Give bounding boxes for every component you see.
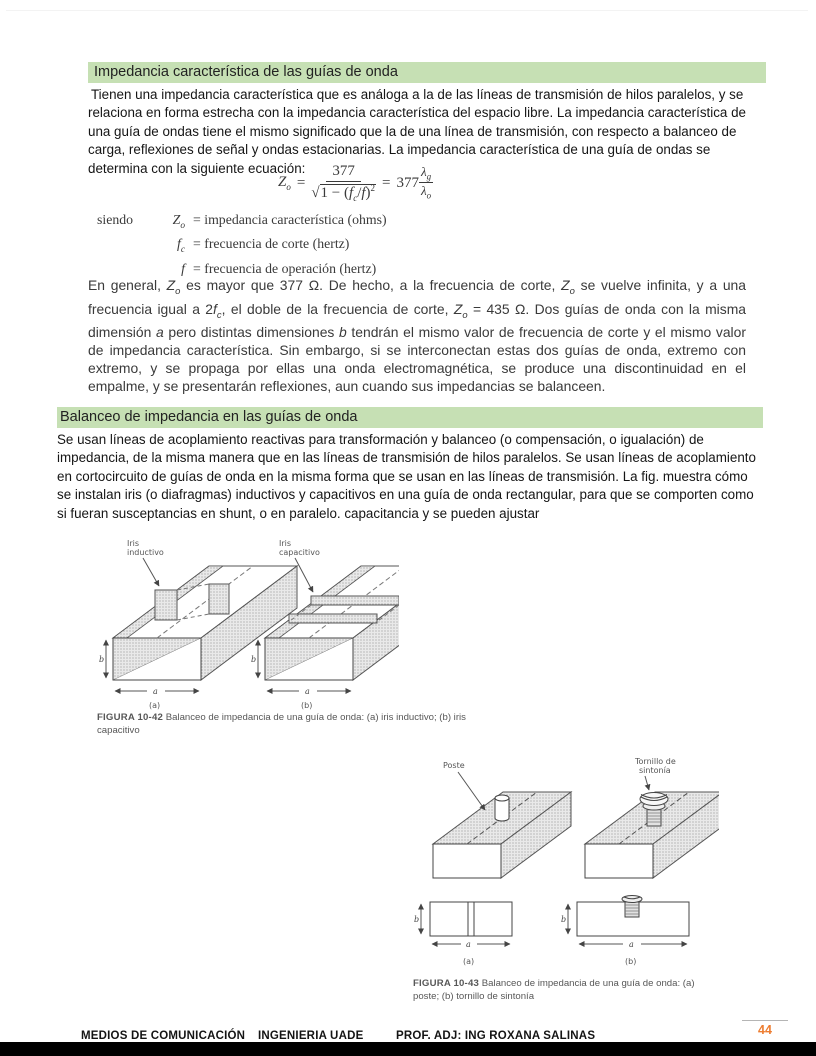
footer-professor: PROF. ADJ: ING ROXANA SALINAS (396, 1030, 596, 1042)
tornillo-label: Tornillo de (635, 757, 676, 766)
front-face (585, 844, 653, 878)
iris-bar-top (311, 596, 399, 605)
label-arrow (645, 776, 649, 790)
heading-impedancia-caracteristica: Impedancia característica de las guías de onda (88, 62, 766, 83)
iris-plate-right (209, 584, 229, 614)
footer-institution: INGENIERIA UADE (258, 1030, 364, 1042)
equation-definitions (97, 211, 387, 284)
page-number-rule (742, 1020, 788, 1021)
svg-text:capacitivo: capacitivo (279, 548, 320, 557)
eq-equals-1: = (296, 174, 306, 191)
figure-10-42-caption: FIGURA 10-42 Balanceo de impedancia de una guía de onda: (a) iris inductivo; (b) iris capacitivo (97, 712, 466, 736)
scan-artifact-line (6, 10, 808, 11)
heading-balanceo-impedancia: Balanceo de impedancia en las guías de onda (57, 407, 763, 428)
footer-course-name: MEDIOS DE COMUNICACIÓN (81, 1030, 246, 1042)
svg-text:sintonía: sintonía (639, 766, 671, 775)
screw-shank (625, 902, 639, 917)
iris-plate-left (155, 590, 177, 620)
waveguide-tornillo (585, 757, 719, 878)
waveguide-iris-inductivo (99, 539, 297, 710)
definition-row: siendo $Z_o$ = impedancia característica (ohms) (97, 211, 387, 235)
figure-10-43-caption: FIGURA 10-43 Balanceo de impedancia de una guía de onda: (a) poste; (b) tornillo de sintonía (413, 978, 695, 1002)
poste-label: Poste (443, 761, 465, 770)
svg-text:b: b (414, 915, 420, 924)
iris-capacitivo-label: Iris (279, 539, 292, 548)
iris-inductivo-label: Iris (127, 539, 140, 548)
label-arrow (295, 558, 313, 592)
figure-10-42-diagram (99, 534, 399, 712)
svg-text:b: b (561, 915, 567, 924)
eq-lambda-fraction: $\frac{\lambda_g}{\lambda_o}$ (421, 164, 432, 201)
paragraph-impedancia: Tienen una impedancia característica que es análoga a la de las líneas de transmisión de hilos paralelos, y se relaciona en forma estrecha con la impedancia característica del espacio libre. La impedancia característica de una guía de ondas tiene el mismo significado que la de una línea de transmisión, con respecto a balanceo de carga, reflexiones de señal y ondas estacionarias. La impedancia característica de una guía de ondas se determina con la siguiente ecuación: (88, 87, 746, 176)
label-arrow (458, 772, 485, 810)
cross-section-poste (414, 902, 512, 966)
iris-bar-bottom (289, 614, 377, 623)
svg-text:b: b (99, 655, 105, 664)
cross-section-tornillo (561, 896, 689, 967)
front-face (433, 844, 501, 878)
eq-coefficient: 377 (396, 174, 419, 191)
eq-radicand: $1 - (f_c/f)^2$ (320, 183, 376, 204)
paragraph-balanceo: Se usan líneas de acoplamiento reactivas para transformación y balanceo (o compensación, o igualación) de impedancia, de la misma manera que en las líneas de transmisión de hilos paralelos. Se usan líneas de acoplamiento en cortocircuito de guías de onda en la misma forma que se usan en las líneas de transmisión. La fig. muestra cómo se instalan iris (o diafragmas) inductivos y capacitivos en una guía de onda rectangular, para que se comporten como si fueran susceptancias en shunt, o en paralelo. capacitancia y se pueden ajustar (57, 432, 756, 521)
radical-sign: √ (311, 185, 320, 202)
section-outline (430, 902, 512, 936)
label-arrow (143, 558, 159, 586)
paragraph-en-general: En general, $Z_o$ es mayor que 377 Ω. De hecho, a la frecuencia de corte, $Z_o$ se vuelve infinita, y a una frecuencia igual a $2f_c$, el doble de la frecuencia de corte, $Z_o = 435$ Ω. Dos guías de onda con la misma dimensión a pero distintas dimensiones b tendrán el mismo valor de frecuencia de corte y el mismo valor de impedancia característica. Sin embargo, si se interconectan estas dos guías de onda, extremo con extremo, y se propaga por ellas una onda electromagnética, se produce una discontinuidad en el empalme, y se presentarán reflexiones, aun cuando sus impedancias se balanceen. (88, 277, 747, 395)
subfigure-b-label: (b) (625, 957, 637, 966)
eq-zo: $Z_o$ (278, 174, 291, 193)
svg-text:inductivo: inductivo (127, 548, 164, 557)
subfigure-b-label: (b) (301, 701, 313, 710)
bottom-black-bar (0, 1042, 816, 1056)
svg-text:a: a (629, 940, 634, 949)
svg-text:b: b (251, 655, 257, 664)
subfigure-a-label: (a) (149, 701, 161, 710)
subfigure-a-label: (a) (463, 957, 475, 966)
figure-10-43-diagram (413, 752, 719, 974)
svg-text:a: a (466, 940, 471, 949)
page-number: 44 (758, 1023, 772, 1037)
definition-row: f = frecuencia de operación (hertz) (181, 260, 377, 276)
post-top (495, 795, 509, 801)
waveguide-poste (433, 761, 571, 878)
definition-row: $f_c$ = frecuencia de corte (hertz) (176, 236, 350, 256)
eq-equals-2: = (382, 174, 391, 191)
svg-text:a: a (305, 687, 310, 696)
siendo-label: siendo (97, 212, 134, 227)
characteristic-impedance-equation (278, 163, 433, 204)
svg-text:a: a (153, 687, 158, 696)
eq-main-fraction: $\frac{377}{√1 - (f_c/f)^2}$ (311, 163, 376, 204)
